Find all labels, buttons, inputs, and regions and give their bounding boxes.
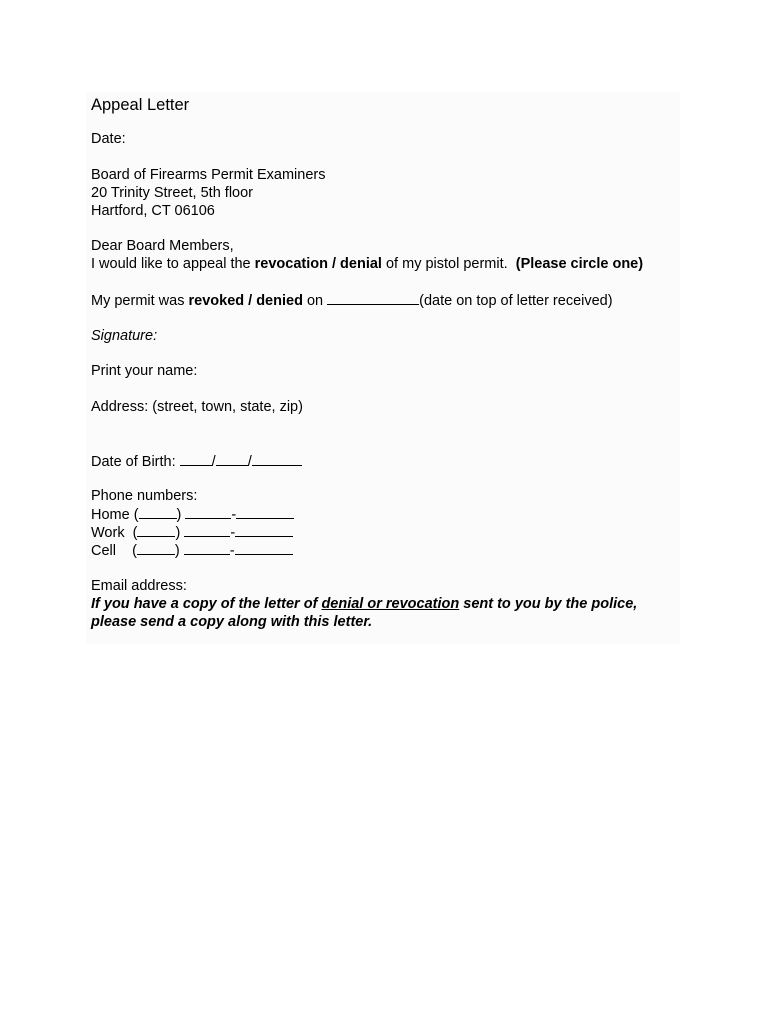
phone-header: Phone numbers: xyxy=(91,488,198,504)
appeal-sentence xyxy=(91,255,691,273)
permit-sentence xyxy=(91,291,691,309)
phone-home-close: ) xyxy=(176,507,186,523)
phone-work-number-blank[interactable] xyxy=(235,523,293,537)
phone-work-label: Work ( xyxy=(91,525,138,541)
dob-year-blank[interactable] xyxy=(252,452,302,466)
notice-part-2: sent to you by the police, xyxy=(459,596,638,612)
email-label: Email address: xyxy=(91,578,187,594)
dob-day-blank[interactable] xyxy=(216,452,248,466)
dob-month-blank[interactable] xyxy=(180,452,212,466)
permit-middle: on xyxy=(302,293,328,309)
permit-date-blank[interactable] xyxy=(327,291,419,305)
recipient-line-2: 20 Trinity Street, 5th floor xyxy=(91,185,253,201)
greeting: Dear Board Members, xyxy=(91,238,234,254)
dob-label: Date of Birth: xyxy=(91,454,180,470)
dob-sep-2: / xyxy=(247,454,252,470)
phone-cell-line xyxy=(91,541,691,559)
appeal-note: (Please circle one) xyxy=(515,256,644,272)
phone-work-area-blank[interactable] xyxy=(137,523,175,537)
phone-cell-prefix-blank[interactable] xyxy=(184,541,230,555)
phone-cell-label: Cell ( xyxy=(91,543,137,559)
phone-home-number-blank[interactable] xyxy=(236,505,294,519)
dob-sep-1: / xyxy=(211,454,216,470)
phone-home-line xyxy=(91,505,691,523)
phone-home-dash: - xyxy=(231,507,237,523)
notice-part-1: If you have a copy of the letter of xyxy=(91,596,322,612)
phone-home-prefix-blank[interactable] xyxy=(185,505,231,519)
phone-work-close: ) xyxy=(175,525,185,541)
document-title: Appeal Letter xyxy=(91,96,190,114)
recipient-line-3: Hartford, CT 06106 xyxy=(91,203,215,219)
phone-home-area-blank[interactable] xyxy=(139,505,177,519)
phone-cell-dash: - xyxy=(229,543,235,559)
address-label: Address: (street, town, state, zip) xyxy=(91,399,303,415)
permit-suffix: (date on top of letter received) xyxy=(419,293,613,309)
date-of-birth-line xyxy=(91,452,691,470)
phone-work-line xyxy=(91,523,691,541)
phone-cell-close: ) xyxy=(174,543,184,559)
appeal-choice: revocation / denial xyxy=(254,256,382,272)
print-name-label: Print your name: xyxy=(91,363,198,379)
phone-cell-number-blank[interactable] xyxy=(235,541,293,555)
phone-home-label: Home ( xyxy=(91,507,139,523)
notice-line-1 xyxy=(91,595,691,613)
permit-prefix: My permit was xyxy=(91,293,189,309)
notice-underlined: denial or revocation xyxy=(321,596,460,612)
notice-line-2: please send a copy along with this letter. xyxy=(91,614,373,630)
appeal-letter-document xyxy=(91,94,691,631)
recipient-line-1: Board of Firearms Permit Examiners xyxy=(91,167,326,183)
appeal-middle: of my pistol permit. xyxy=(381,256,516,272)
signature-label: Signature: xyxy=(91,328,158,344)
phone-cell-area-blank[interactable] xyxy=(137,541,175,555)
appeal-prefix: I would like to appeal the xyxy=(91,256,255,272)
permit-choice: revoked / denied xyxy=(188,293,303,309)
phone-work-dash: - xyxy=(230,525,236,541)
phone-work-prefix-blank[interactable] xyxy=(184,523,230,537)
date-label: Date: xyxy=(91,131,126,147)
